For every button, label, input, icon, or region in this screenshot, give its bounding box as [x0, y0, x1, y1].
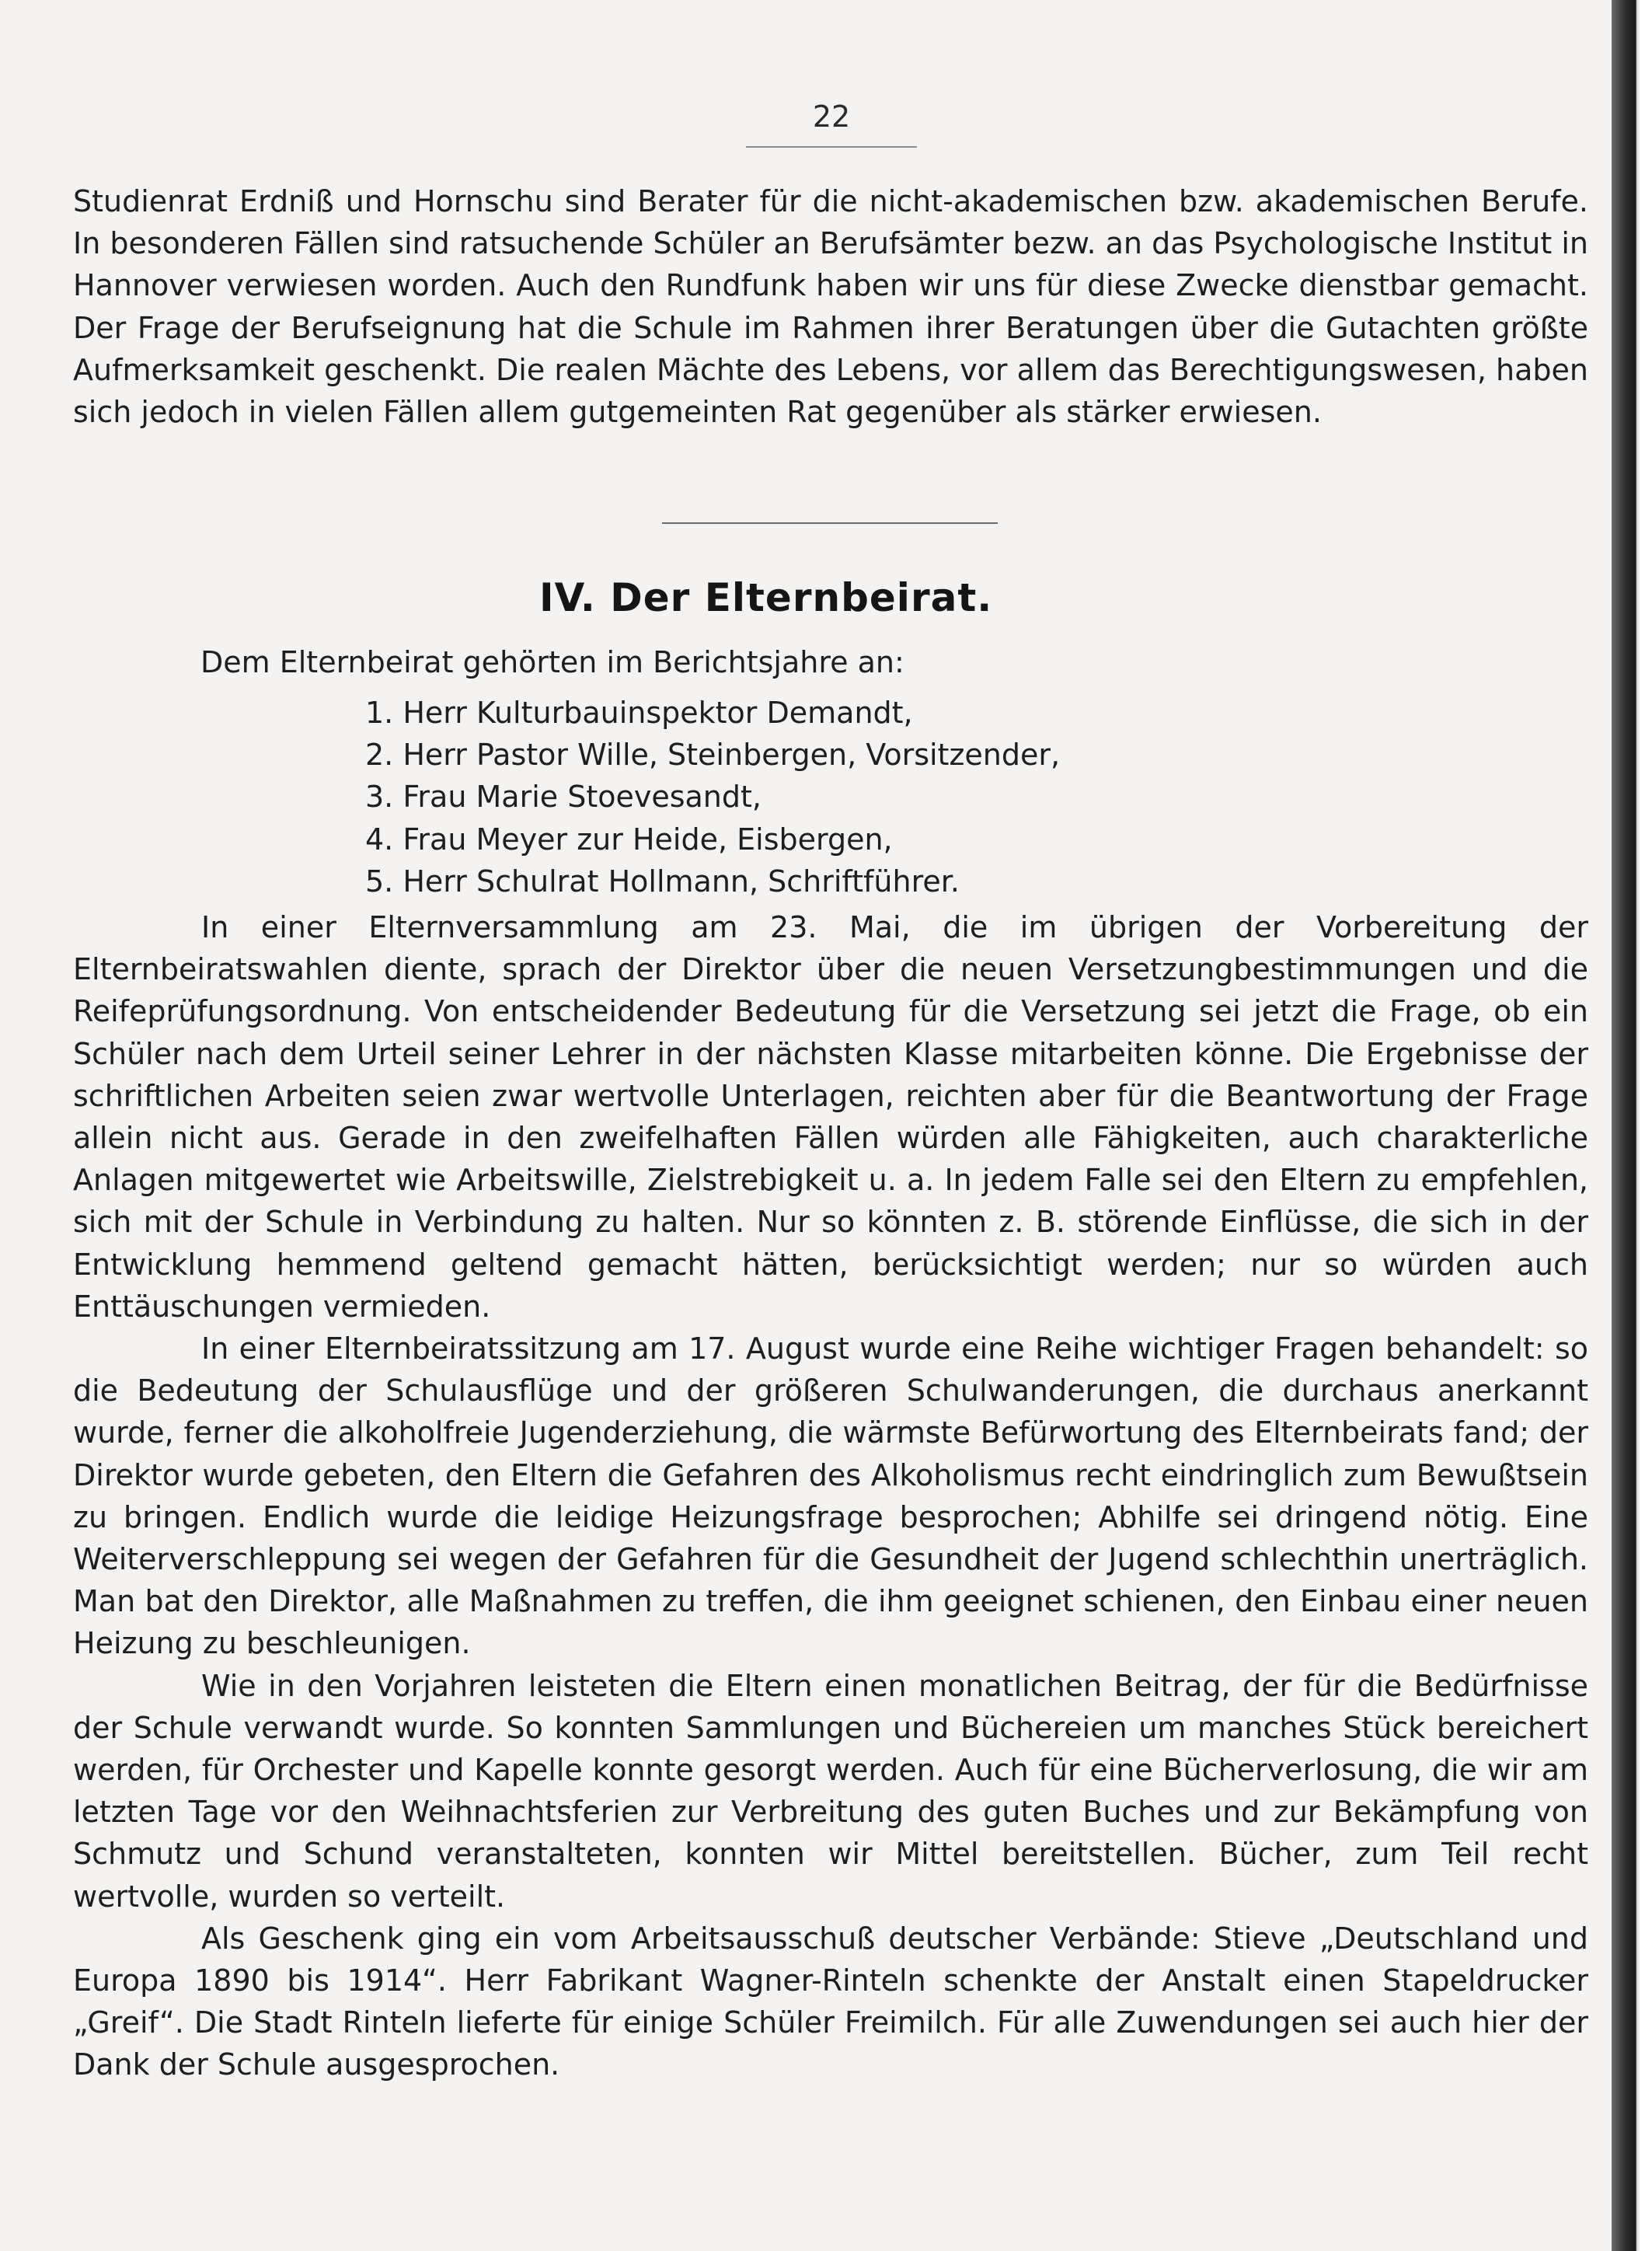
- members-intro: Dem Elternbeirat gehörten im Berichtsjahre an:: [200, 645, 904, 679]
- list-item: 1. Herr Kulturbauinspektor Demandt,: [365, 696, 913, 730]
- paragraph-2-text: In einer Elternversammlung am 23. Mai, die im übrigen der Vorbereitung der Elternbeiratswahlen diente, sprach der Direktor über die neuen Versetzungbestimmungen und die Reifeprüfungsordnung. Von entscheidender Bedeutung für die Versetzung sei jetzt die Frage, ob ein Schüler nach dem Urteil seiner Lehrer in der nächsten Klasse mitarbeiten könne. Die Ergebnisse der schriftlichen Arbeiten seien zwar wertvolle Unterlagen, reichten aber für die Beantwortung der Frage allein nicht aus. Gerade in den zweifelhaften Fällen würden alle Fähigkeiten, auch charakterliche Anlagen mitgewertet wie Arbeitswille, Zielstrebigkeit u. a. In jedem Falle sei den Eltern zu empfehlen, sich mit der Schule in Verbindung zu halten. Nur so könnten z. B. störende Einflüsse, die sich in der Entwicklung hemmend geltend gemacht hätten, berücksichtigt werden; nur so würden auch Enttäuschungen vermieden.: [73, 910, 1588, 1324]
- list-item: 4. Frau Meyer zur Heide, Eisbergen,: [365, 822, 893, 857]
- page-number: 22: [812, 99, 851, 134]
- section-divider: [662, 522, 998, 524]
- body-paragraphs: [73, 906, 1588, 2086]
- list-item: 3. Frau Marie Stoevesandt,: [365, 780, 762, 815]
- header-rule: [746, 146, 917, 148]
- members-list: [365, 692, 1060, 902]
- paragraph-berufsberatung: [73, 180, 1588, 433]
- scan-edge: [1612, 0, 1652, 2251]
- paragraph-4-text: Wie in den Vorjahren leisteten die Eltern einen monatlichen Beitrag, der für die Bedürfnisse der Schule verwandt wurde. So konnten Sammlungen und Büchereien um manches Stück bereichert werden, für Orchester und Kapelle konnte gesorgt werden. Auch für eine Bücherverlosung, die wir am letzten Tage vor den Weihnachtsferien zur Verbreitung des guten Buches und zur Bekämpfung von Schmutz und Schund veranstalteten, konnten wir Mittel bereitstellen. Bücher, zum Teil recht wertvolle, wurden so verteilt.: [73, 1668, 1588, 1914]
- paragraph-3-text: In einer Elternbeiratssitzung am 17. August wurde eine Reihe wichtiger Fragen behandelt: so die Bedeutung der Schulausflüge und der größeren Schulwanderungen, die durchaus anerkannt wurde, ferner die alkoholfreie Jugenderziehung, die wärmste Befürwortung des Elternbeirats fand; der Direktor wurde gebeten, den Eltern die Gefahren des Alkoholismus recht eindringlich zum Bewußtsein zu bringen. Endlich wurde die leidige Heizungsfrage besprochen; Abhilfe sei dringend nötig. Eine Weiterverschleppung sei wegen der Gefahren für die Gesundheit der Jugend schlechthin unerträglich. Man bat den Direktor, alle Maßnahmen zu treffen, die ihm geeignet schienen, den Einbau einer neuen Heizung zu beschleunigen.: [73, 1331, 1588, 1661]
- paragraph-1-text: Studienrat Erdniß und Hornschu sind Berater für die nicht-akademischen bzw. akademischen Berufe. In besonderen Fällen sind ratsuchende Schüler an Berufsämter bezw. an das Psychologische Institut in Hannover verwiesen worden. Auch den Rundfunk haben wir uns für diese Zwecke dienstbar gemacht. Der Frage der Berufseignung hat die Schule im Rahmen ihrer Beratungen über die Gutachten größte Aufmerksamkeit geschenkt. Die realen Mächte des Lebens, vor allem das Berechtigungswesen, haben sich jedoch in vielen Fällen allem gutgemeinten Rat gegenüber als stärker erwiesen.: [73, 184, 1588, 430]
- section-heading: IV. Der Elternbeirat.: [539, 575, 993, 620]
- paragraph-5-text: Als Geschenk ging ein vom Arbeitsausschuß deutscher Verbände: Stieve „Deutschland und Europa 1890 bis 1914“. Herr Fabrikant Wagner-Rinteln schenkte der Anstalt einen Stapeldrucker „Greif“. Die Stadt Rinteln lieferte für einige Schüler Freimilch. Für alle Zuwendungen sei auch hier der Dank der Schule ausgesprochen.: [73, 1921, 1588, 2082]
- list-item: 5. Herr Schulrat Hollmann, Schriftführer.: [365, 864, 960, 899]
- list-item: 2. Herr Pastor Wille, Steinbergen, Vorsitzender,: [365, 738, 1061, 773]
